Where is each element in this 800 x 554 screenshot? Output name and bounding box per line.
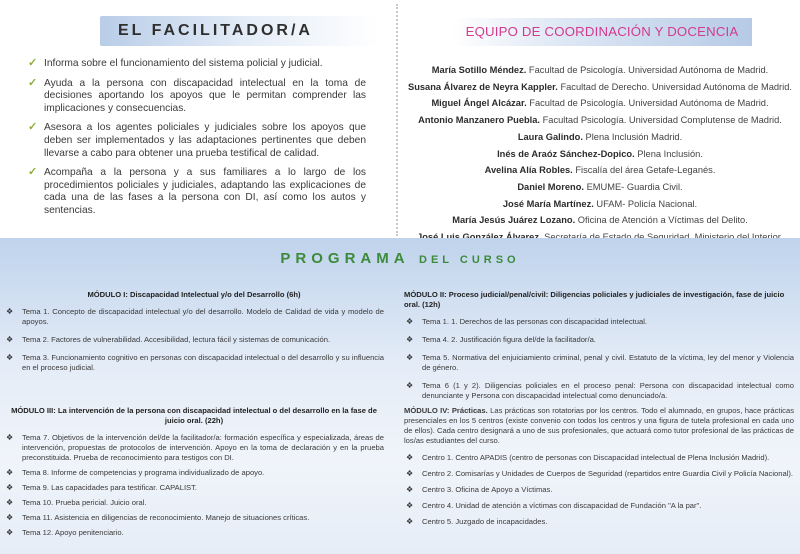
bullet-icon: ❖ [406,469,414,478]
tema-item: ❖ Tema 8. Informe de competencias y programa individualizado de apoyo. [6,468,265,477]
tema-item: ❖ Tema 10. Prueba pericial. Juicio oral. [6,498,147,507]
check-icon: ✓ [28,57,38,69]
modulo-4-title: MÓDULO IV: Prácticas. [404,406,488,415]
check-icon: ✓ [28,76,38,89]
team-member: Inés de Araóz Sánchez-Dopico. Plena Inclusión. [497,148,703,159]
tema-item: ❖ Tema 6 (1 y 2). Diligencias policiales en el proceso penal: Persona con discapacidad intelectual como denunciante y Persona con discapacidad intelectual como denunciado/a. [406,381,794,400]
facilitador-item: ✓ Ayuda a la persona con discapacidad intelectual en la toma de decisiones aportando los apoyos que le permitan comprender las implicaciones y consecuencias. [28,76,366,114]
modulo-4-intro: MÓDULO IV: Prácticas. Las prácticas son rotatorias por los centros. Todo el alumnado, en grupos, hace prácticas presenciales en los 5 centros (existe convenio con todos los centros y una figura de tutela profesional en cada uno de ellos). Cada centro designará a uno de sus profesionales, que actuará como tutor profesional de las prácticas de los/as estudiantes del curso. [404,406,794,445]
tema-item: ❖ Tema 7. Objetivos de la intervención del/de la facilitador/a: formación específica y especializada, áreas de intervención, propuestas de protocolos de intervención. Apoyo en la toma de declaración y en la prueba preconstituida. Prueba de reconocimiento para testigos con DI. [6,433,384,462]
modulo-1-title: MÓDULO I: Discapacidad Intelectual y/o del Desarrollo (6h) [87,290,301,299]
tema-item: ❖ Tema 11. Asistencia en diligencias de reconocimiento. Manejo de situaciones críticas. [6,513,310,522]
centro-item: ❖ Centro 1. Centro APADIS (centro de personas con Discapacidad intelectual de Plena Inclusión Madrid). [406,453,770,462]
team-member: Daniel Moreno. EMUME- Guardia Civil. [517,181,683,192]
equipo-banner [452,18,752,46]
modulo-2-title: MÓDULO II: Proceso judicial/penal/civil: Diligencias policiales y judiciales de investigación, fase de juicio oral. (12h) [404,290,785,309]
modulo-3 [4,406,384,543]
modulo-3-title: MÓDULO III: La intervención de la persona con discapacidad intelectual o del desarrollo en la fase de juicio oral. (22h) [11,406,377,425]
facilitador-title: EL FACILITADOR/A [118,22,313,39]
tema-item: ❖ Tema 3. Funcionamiento cognitivo en personas con discapacidad intelectual o del desarrollo y su influencia en el proceso judicial. [6,353,384,372]
team-member: Avelina Alía Robles. Fiscalía del área Getafe-Leganés. [484,165,716,176]
team-member: Miguel Ángel Alcázar. Facultad de Psicología. Universidad Autónoma de Madrid. [431,98,769,109]
bullet-icon: ❖ [6,307,14,316]
programa-title: PROGRAMA DEL CURSO [280,250,520,267]
bullet-icon: ❖ [406,317,414,326]
bullet-icon: ❖ [406,453,414,462]
bullet-icon: ❖ [6,335,14,344]
facilitador-item: ✓ Asesora a los agentes policiales y judiciales sobre los apoyos que deben ser implementados y las adaptaciones pertinentes que deben llevarse a cabo para obtener una prueba testifical de calidad. [28,121,366,159]
tema-item: ❖ Tema 5. Normativa del enjuiciamiento criminal, penal y civil. Estatuto de la víctima, ley del menor y Violencia de género. [406,353,794,372]
facilitador-item: ✓ Acompaña a la persona y a sus familiares a lo largo de los procedimientos policiales y judiciales, adaptando las explicaciones de cada una de las fases a la persona con DI, así como los autos y sentencias. [28,166,366,216]
bullet-icon: ❖ [6,513,14,522]
facilitador-list [28,58,366,225]
tema-item: ❖ Tema 12. Apoyo penitenciario. [6,528,124,537]
centro-item: ❖ Centro 4. Unidad de atención a víctimas con discapacidad de Fundación "A la par". [406,501,702,510]
team-member: María Jesús Juárez Lozano. Oficina de Atención a Víctimas del Delito. [452,215,748,226]
centro-item: ❖ Centro 5. Juzgado de incapacidades. [406,517,548,526]
facilitador-item: ✓ Informa sobre el funcionamiento del sistema policial y judicial. [28,57,323,69]
team-member: María Sotillo Méndez. Facultad de Psicología. Universidad Autónoma de Madrid. [431,65,769,75]
tema-item: ❖ Tema 2. Factores de vulnerabilidad. Accesibilidad, lectura fácil y sistemas de comunicación. [6,335,331,344]
check-icon: ✓ [28,121,38,134]
tema-item: ❖ Tema 4. 2. Justificación figura del/de la facilitador/a. [406,335,596,344]
tema-item: ❖ Tema 1. Concepto de discapacidad intelectual y/o del desarrollo. Modelo de Calidad de vida y modelo de apoyos. [6,307,384,326]
modulo-2 [404,290,794,409]
tema-item: ❖ Tema 1. 1. Derechos de las personas con discapacidad intelectual. [406,317,647,326]
team-member: Antonio Manzanero Puebla. Facultad Psicología. Universidad Complutense de Madrid. [418,115,782,126]
bullet-icon: ❖ [6,468,14,477]
check-icon: ✓ [28,166,38,179]
tema-item: ❖ Tema 9. Las capacidades para testificar. CAPALIST. [6,483,198,492]
team-member: Laura Galindo. Plena Inclusión Madrid. [517,131,683,142]
bullet-icon: ❖ [406,501,414,510]
modulo-1 [4,290,384,381]
modulo-4 [404,406,794,533]
team-member: Susana Álvarez de Neyra Kappler. Facultad de Derecho. Universidad Autónoma de Madrid. [408,81,792,92]
bullet-icon: ❖ [6,498,14,507]
column-divider [396,4,398,236]
bullet-icon: ❖ [6,483,14,492]
bullet-icon: ❖ [406,517,414,526]
facilitador-banner [100,16,380,46]
bullet-icon: ❖ [6,353,14,362]
bullet-icon: ❖ [406,335,414,344]
bullet-icon: ❖ [406,485,414,494]
bullet-icon: ❖ [406,353,414,362]
bullet-icon: ❖ [6,433,14,442]
bullet-icon: ❖ [406,381,414,390]
centro-item: ❖ Centro 2. Comisarías y Unidades de Cuerpos de Seguridad (repartidos entre Guardia Civil y Policía Nacional). [406,469,794,478]
bullet-icon: ❖ [6,528,14,537]
centro-item: ❖ Centro 3. Oficina de Apoyo a Víctimas. [406,485,553,494]
team-member: José María Martínez. UFAM- Policía Nacional. [502,198,698,209]
team-list [404,62,796,246]
equipo-title: EQUIPO DE COORDINACIÓN Y DOCENCIA [465,24,739,39]
